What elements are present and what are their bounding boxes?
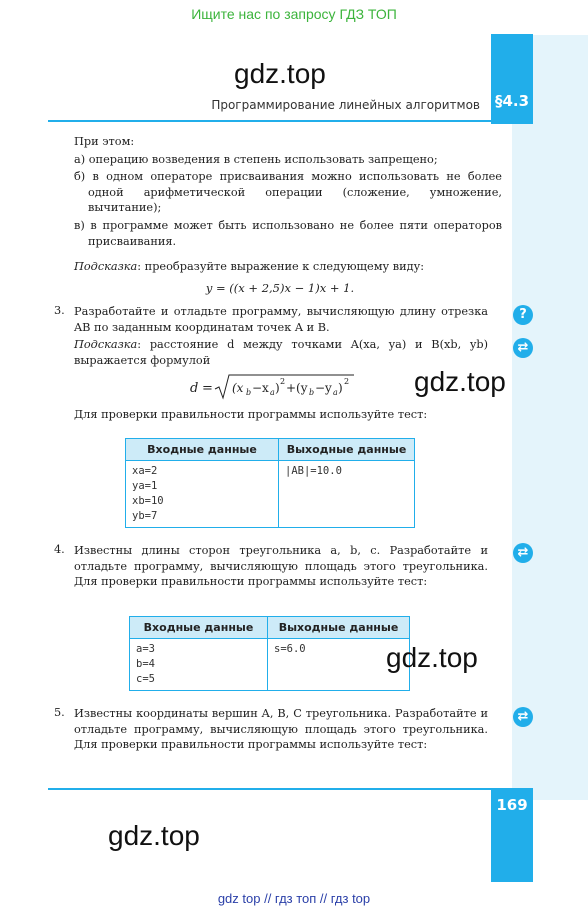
- page-number: 169: [496, 796, 528, 814]
- task-number: 5.: [54, 706, 65, 719]
- exchange-icon[interactable]: ⇄: [513, 543, 533, 563]
- watermark: gdz.top: [234, 58, 326, 89]
- svg-text:+(y: +(y: [286, 381, 308, 395]
- test-table: [129, 616, 410, 691]
- svg-text:(x: (x: [232, 381, 244, 395]
- intro-hint: [74, 259, 488, 275]
- distance-formula: [188, 372, 358, 406]
- margin-band: [512, 35, 588, 800]
- exchange-icon[interactable]: ⇄: [513, 707, 533, 727]
- bottom-links[interactable]: gdz top // гдз топ // гдз top: [217, 891, 371, 906]
- svg-text:b: b: [309, 388, 315, 397]
- svg-text:−x: −x: [252, 381, 269, 395]
- svg-text:a: a: [333, 388, 338, 397]
- input-cell: a=3 b=4 c=5: [130, 639, 268, 691]
- output-cell: |AB|=10.0: [279, 461, 415, 528]
- task-number: 4.: [54, 543, 65, 556]
- exchange-icon[interactable]: ⇄: [513, 338, 533, 358]
- column-header-input: Входные данные: [130, 617, 268, 639]
- output-cell: s=6.0: [268, 639, 410, 691]
- footer-rule: [48, 788, 492, 790]
- chapter-title: Программирование линейных алгоритмов: [211, 98, 480, 112]
- section-tab: [491, 34, 533, 124]
- column-header-input: Входные данные: [126, 439, 279, 461]
- header-rule: [48, 120, 492, 122]
- hint-formula: y = ((x + 2,5)x − 1)x + 1.: [205, 281, 355, 295]
- input-cell: xa=2 ya=1 xb=10 yb=7: [126, 461, 279, 528]
- svg-text:2: 2: [280, 377, 286, 386]
- search-banner[interactable]: Ищите нас по запросу ГДЗ ТОП: [191, 6, 397, 22]
- rule-b: б) в одном операторе присваивания можно использовать не более одной арифметической операции (сложение, умножение, вычитание);: [74, 170, 502, 214]
- column-header-output: Выходные данные: [268, 617, 410, 639]
- hint-label: Подсказка: [74, 338, 138, 351]
- test-intro: Для проверки правильности программы используйте тест:: [74, 408, 428, 421]
- task-hint: [74, 337, 488, 368]
- rule-c: в) в программе может быть использовано не более пяти операторов присваивания.: [74, 219, 502, 248]
- watermark: gdz.top: [414, 366, 506, 397]
- task-text: Известны координаты вершин A, B, C треугольника. Разработайте и отладьте программу, вычисляющую площадь этого треугольника. Для проверки правильности программы используйте тест:: [74, 707, 488, 751]
- column-header-output: Выходные данные: [279, 439, 415, 461]
- svg-text:): ): [275, 381, 280, 395]
- task-text: Известны длины сторон треугольника a, b, c. Разработайте и отладьте программу, вычисляющую площадь этого треугольника. Для проверки правильности программы используйте тест:: [74, 544, 488, 588]
- svg-text:d: d: [190, 381, 199, 396]
- watermark: gdz.top: [386, 642, 478, 673]
- svg-text:): ): [338, 381, 343, 395]
- hint-text: : преобразуйте выражение к следующему виду:: [137, 260, 425, 273]
- hint-label: Подсказка: [74, 260, 138, 273]
- section-number: §4.3: [494, 92, 530, 110]
- task-number: 3.: [54, 304, 65, 317]
- svg-text:a: a: [270, 388, 275, 397]
- hint-text: : расстояние d между точками A(xa, ya) и B(xb, yb) выражается формулой: [74, 338, 488, 367]
- watermark: gdz.top: [108, 820, 200, 851]
- svg-text:−y: −y: [315, 381, 332, 395]
- question-icon[interactable]: ?: [513, 305, 533, 325]
- intro-lead: При этом:: [74, 135, 135, 148]
- svg-text:b: b: [246, 388, 252, 397]
- page-tab: [491, 788, 533, 882]
- test-table: [125, 438, 415, 528]
- rule-a: а) операцию возведения в степень использовать запрещено;: [74, 153, 438, 166]
- task-text: Разработайте и отладьте программу, вычисляющую длину отрезка AB по заданным координатам точек A и B.: [74, 305, 488, 334]
- svg-text:=: =: [202, 381, 213, 396]
- svg-text:2: 2: [344, 377, 350, 386]
